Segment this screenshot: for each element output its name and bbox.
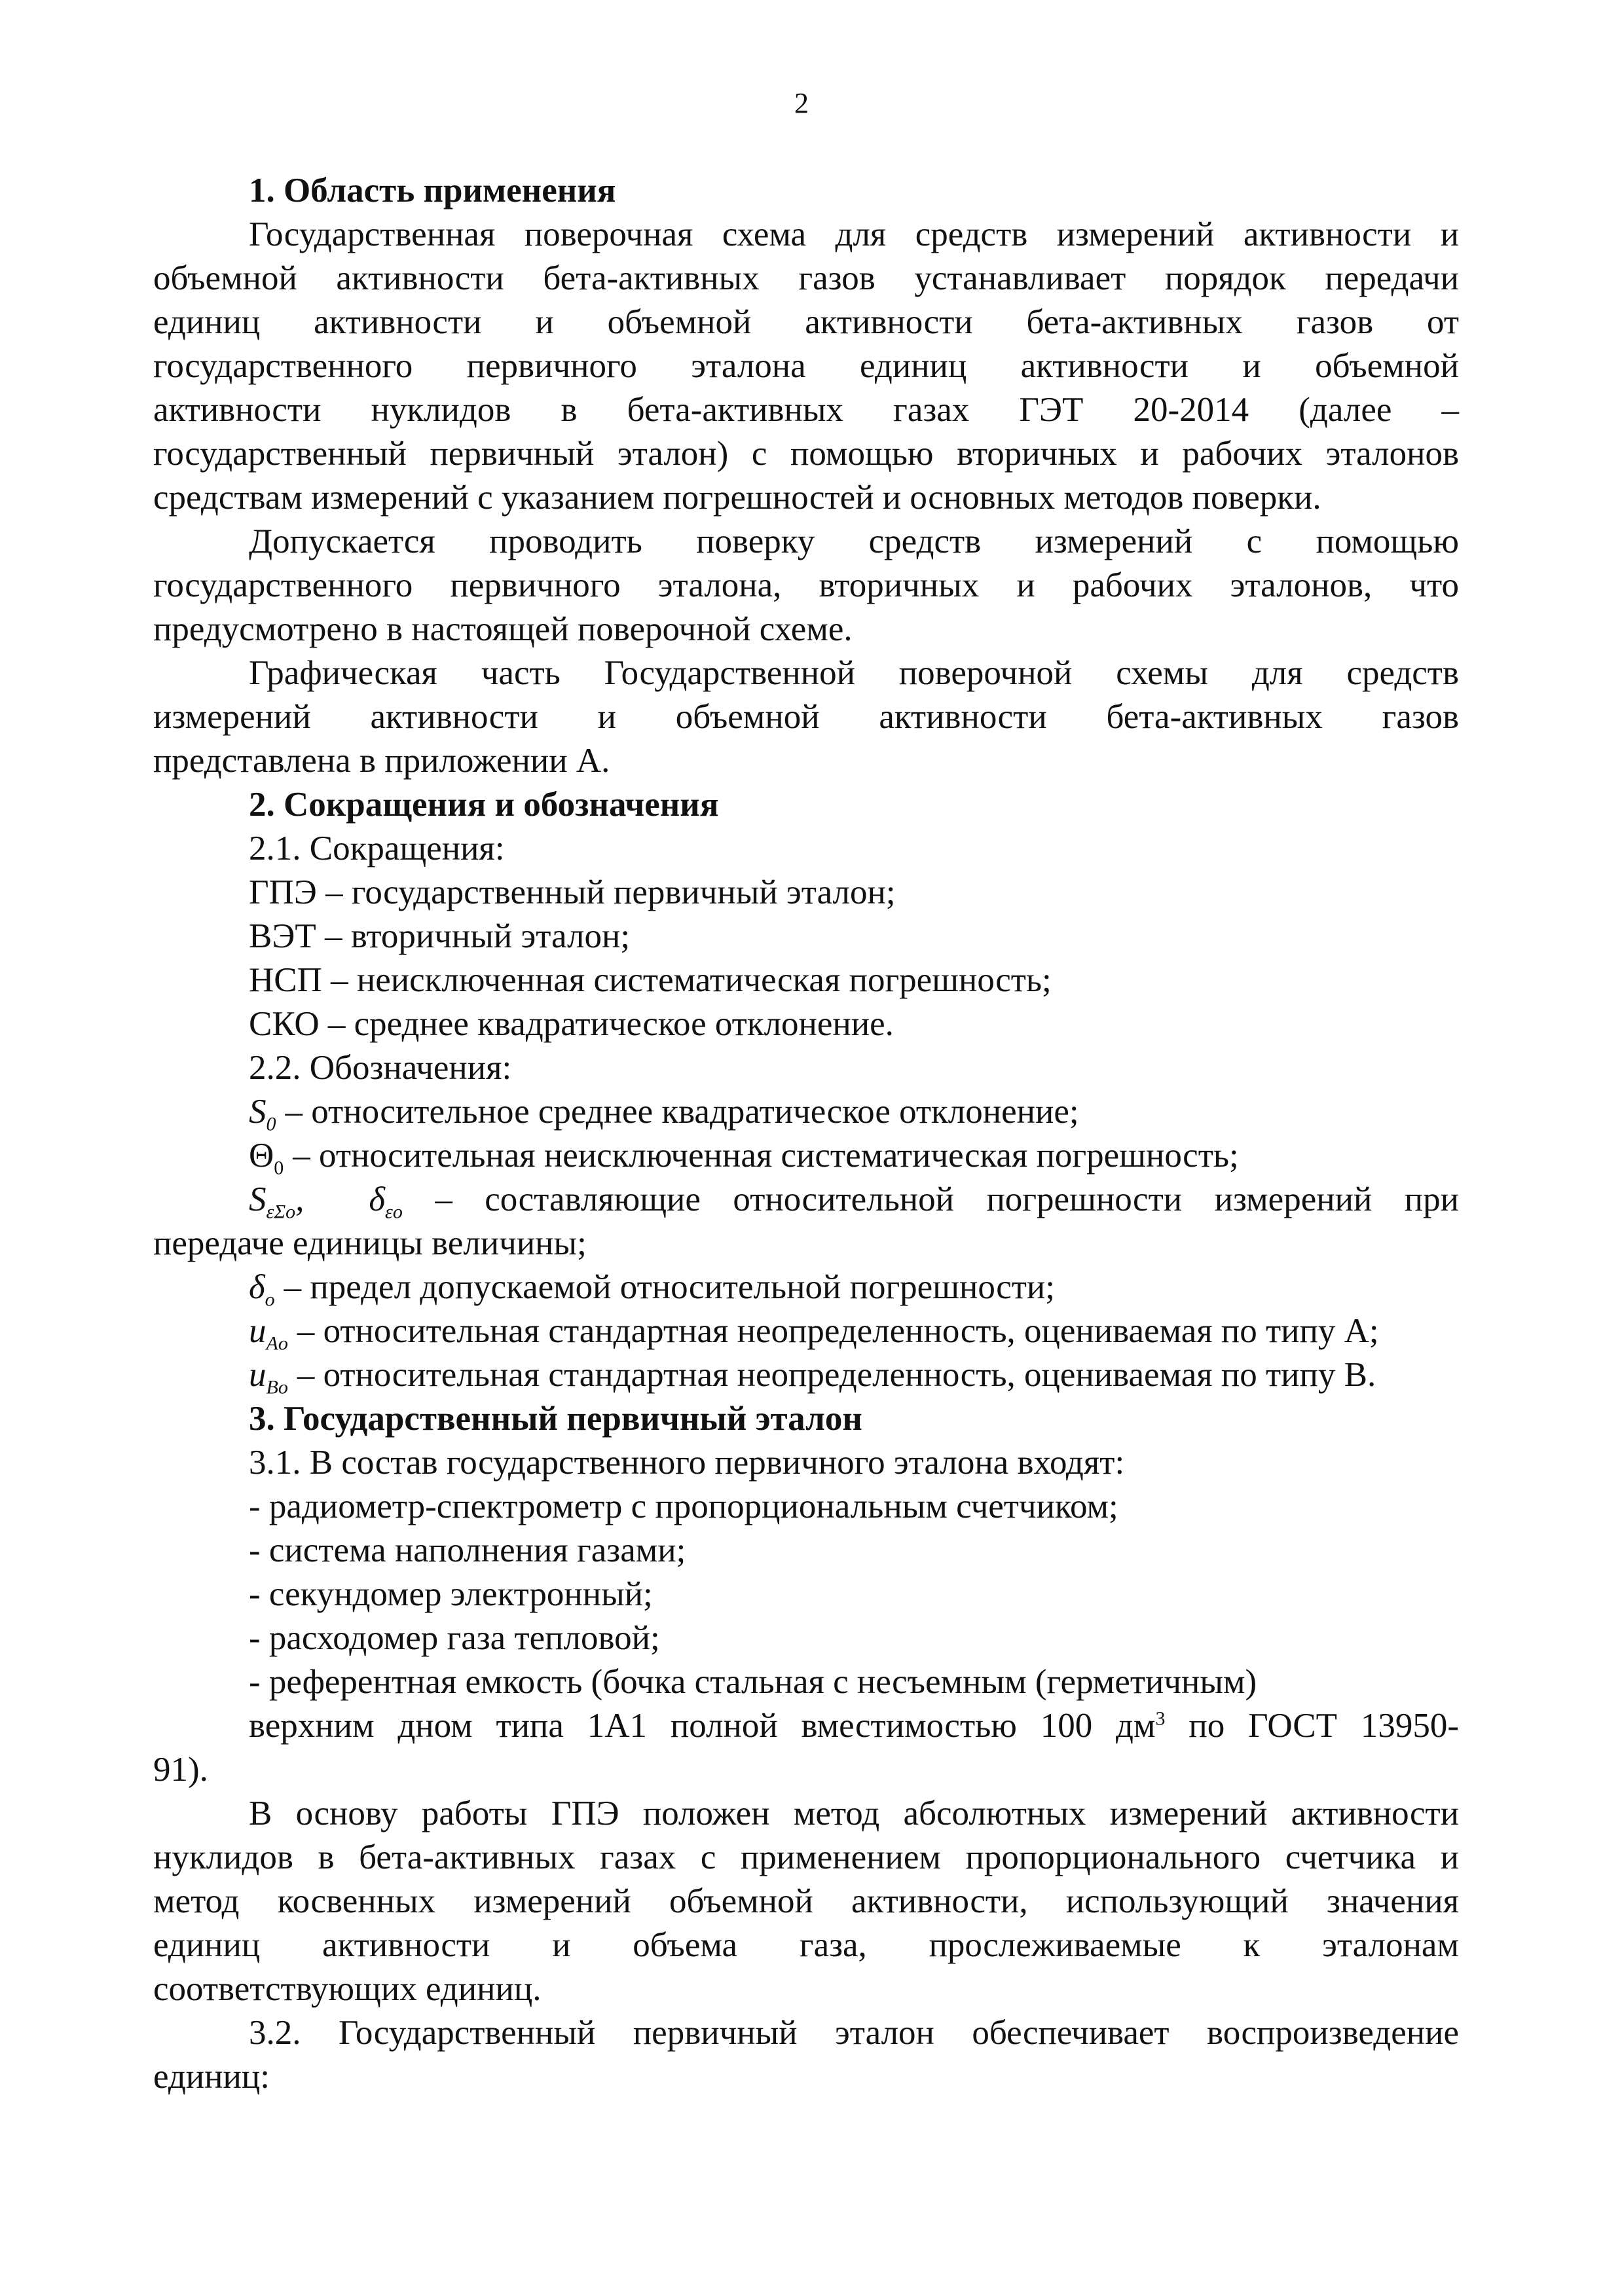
formula-s0: $S_0$ xyxy=(249,1093,276,1135)
s3-p2-line: нуклидов в бета-активных газах с применением пропорционального счетчика и xyxy=(153,1838,1459,1876)
s3-p1-title: 3.1. В состав государственного первичного эталона входят: xyxy=(249,1444,1125,1482)
symbol-delta: $\delta_o$ – предел допускаемой относительной погрешности; xyxy=(153,1266,1459,1309)
s3-p2-line: соответствующих единиц. xyxy=(153,1970,542,2008)
symbol-theta0: $\Theta_0$ – относительная неисключенная систематическая погрешность; xyxy=(153,1134,1459,1178)
symbol-seso-cont: передаче единицы величины; xyxy=(153,1224,587,1262)
formula-ua: $u_{Ao}$ xyxy=(249,1312,288,1355)
list-item: - секундомер электронный; xyxy=(249,1575,653,1613)
symbol-seso: $S_{\varepsilon\Sigma o}$, $\delta_{\varepsilon o}$ – составляющие относительной погрешности измерений при xyxy=(249,1180,1460,1223)
document-body xyxy=(153,169,1459,2099)
s1-p2-line: Допускается проводить поверку средств измерений с помощью xyxy=(249,522,1459,560)
list-item: - система наполнения газами; xyxy=(249,1531,686,1569)
s1-p1-line: Государственная поверочная схема для средств измерений активности и xyxy=(249,215,1459,253)
page-number: 2 xyxy=(794,87,809,119)
s1-p2-line: государственного первичного эталона, вторичных и рабочих эталонов, что xyxy=(153,566,1459,604)
section-1-heading: 1. Область применения xyxy=(249,172,616,210)
symbols-title: 2.2. Обозначения: xyxy=(249,1049,512,1087)
section-2-heading: 2. Сокращения и обозначения xyxy=(249,786,719,824)
abbr-item: СКО – среднее квадратическое отклонение. xyxy=(249,1005,894,1043)
s3-p2-line: единиц активности и объема газа, прослеживаемые к эталонам xyxy=(153,1926,1459,1964)
s1-p3-line: измерений активности и объемной активности бета-активных газов xyxy=(153,698,1459,736)
symbol-s0: $S_0$ – относительное среднее квадратическое отклонение; xyxy=(153,1090,1459,1134)
list-item: - радиометр-спектрометр с пропорциональным счетчиком; xyxy=(249,1487,1118,1525)
s1-p1-line: государственного первичного эталона единиц активности и объемной xyxy=(153,347,1459,385)
formula-theta0: $\Theta_0$ xyxy=(249,1137,284,1179)
list-item: - референтная емкость (бочка стальная с несъемным (герметичным) xyxy=(249,1663,1257,1701)
symbol-ua: $u_{Ao}$ – относительная стандартная неопределенность, оцениваемая по типу А; xyxy=(153,1309,1459,1353)
abbr-title: 2.1. Сокращения: xyxy=(249,829,505,867)
s1-p1-line: активности нуклидов в бета-активных газах ГЭТ 20-2014 (далее – xyxy=(153,391,1459,429)
s3-p3-line: единиц: xyxy=(153,2058,270,2096)
s1-p1-line: единиц активности и объемной активности бета-активных газов от xyxy=(153,303,1459,341)
section-3-heading: 3. Государственный первичный эталон xyxy=(249,1400,862,1438)
symbol-ub: $u_{Bo}$ – относительная стандартная неопределенность, оцениваемая по типу В. xyxy=(153,1353,1459,1397)
list-item: - расходомер газа тепловой; xyxy=(249,1619,660,1657)
s1-p3-line: Графическая часть Государственной поверочной схемы для средств xyxy=(249,654,1459,692)
s3-p3-line: 3.2. Государственный первичный эталон обеспечивает воспроизведение xyxy=(249,2014,1459,2052)
s3-p2-line: метод косвенных измерений объемной активности, использующий значения xyxy=(153,1882,1459,1920)
s1-p1-line: объемной активности бета-активных газов устанавливает порядок передачи xyxy=(153,259,1459,297)
s1-p2-line: предусмотрено в настоящей поверочной схеме. xyxy=(153,610,853,648)
s1-p1-line: государственный первичный эталон) с помощью вторичных и рабочих эталонов xyxy=(153,435,1459,473)
formula-seso: $S_{\varepsilon\Sigma o}$, $\delta_{\varepsilon o}$ xyxy=(249,1180,403,1223)
s3-p2-line: В основу работы ГПЭ положен метод абсолютных измерений активности xyxy=(249,1795,1459,1832)
s1-p3-line: представлена в приложении А. xyxy=(153,742,610,780)
abbr-item: ГПЭ – государственный первичный эталон; xyxy=(249,873,896,911)
list-item-cont: 91). xyxy=(153,1751,208,1789)
s1-p1-line: средствам измерений с указанием погрешностей и основных методов поверки. xyxy=(153,479,1321,517)
formula-ub: $u_{Bo}$ xyxy=(249,1356,288,1398)
list-item-cont: верхним дном типа 1А1 полной вместимостью 100 $дм^3$ по ГОСТ 13950- xyxy=(249,1707,1459,1745)
abbr-item: ВЭТ – вторичный эталон; xyxy=(249,917,631,955)
formula-delta: $\delta_o$ xyxy=(249,1268,275,1311)
abbr-item: НСП – неисключенная систематическая погрешность; xyxy=(249,961,1052,999)
